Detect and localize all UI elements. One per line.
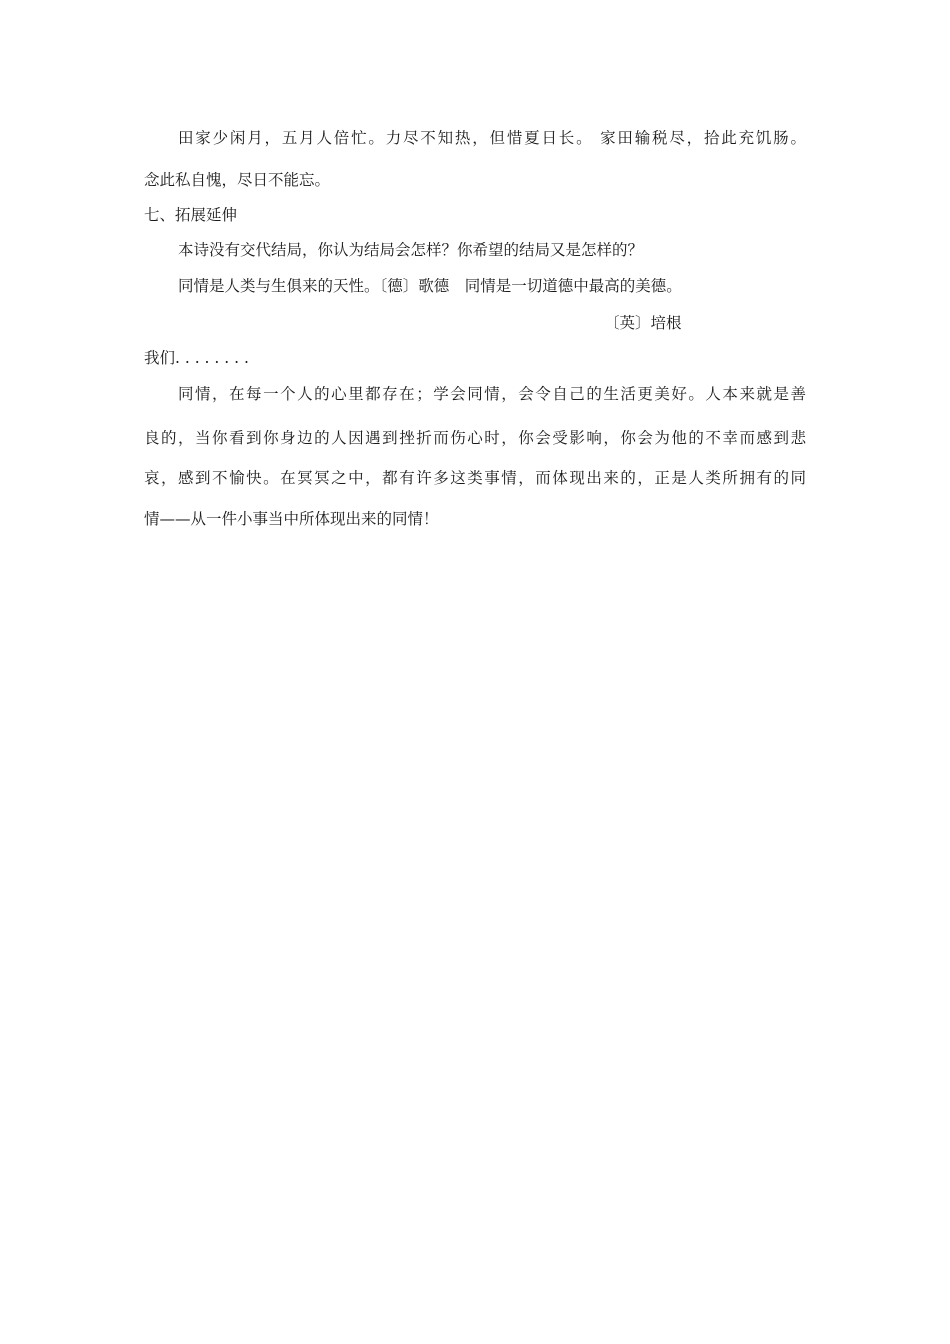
paragraph-line-1: 同情，在每一个人的心里都存在；学会同情，会令自己的生活更美好。人本来就是善 (178, 385, 806, 403)
poem-line-2: 念此私自愧，尽日不能忘。 (144, 171, 331, 189)
section-heading: 七、拓展延伸 (144, 206, 238, 224)
paragraph-line-3: 哀，感到不愉快。在冥冥之中，都有许多这类事情，而体现出来的，正是人类所拥有的同 (144, 469, 806, 487)
quote-line: 同情是人类与生俱来的天性。〔德〕歌德 同情是一切道德中最高的美德。 (178, 277, 682, 295)
paragraph-line-2: 良的，当你看到你身边的人因遇到挫折而伤心时，你会受影响，你会为他的不幸而感到悲 (144, 429, 806, 447)
we-line: 我们. . . . . . . . (144, 349, 249, 367)
poem-line-1: 田家少闲月，五月人倍忙。力尽不知热，但惜夏日长。 家田输税尽，拾此充饥肠。 (178, 129, 806, 147)
quote-attribution: 〔英〕培根 (604, 314, 682, 332)
question-text: 本诗没有交代结局，你认为结局会怎样？你希望的结局又是怎样的？ (178, 241, 644, 259)
paragraph-line-4: 情——从一件小事当中所体现出来的同情！ (144, 510, 439, 528)
